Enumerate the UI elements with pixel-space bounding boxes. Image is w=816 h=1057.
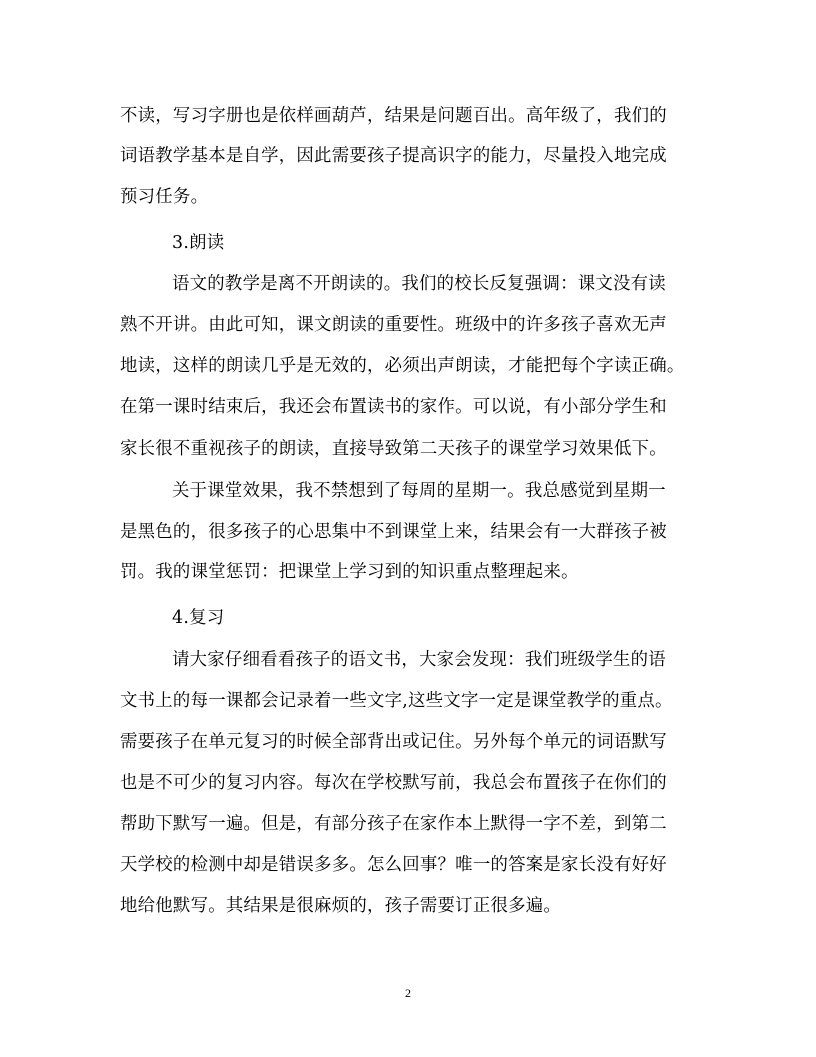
paragraph-start: 语文的教学是离不开朗读的。我们的校长反复强调：课文没有读 [172,274,666,294]
text-line: 在第一课时结束后，我还会布置读书的家作。可以说，有小部分学生和 [120,397,667,417]
text-line: 罚。我的课堂惩罚：把课堂上学习到的知识重点整理起来。 [120,562,579,582]
text-line: 文书上的每一课都会记录着一些文字,这些文字一定是课堂教学的重点。 [120,691,673,711]
text-line: 天学校的检测中却是错误多多。怎么回事？唯一的答案是家长没有好好 [120,855,667,875]
page-number: 2 [405,986,411,1000]
text-line: 需要孩子在单元复习的时候全部背出或记住。另外每个单元的词语默写 [120,732,667,752]
text-line: 是黑色的，很多孩子的心思集中不到课堂上来，结果会有一大群孩子被 [120,522,667,542]
section-heading-reading: 3.朗读 [172,233,225,253]
section-heading-review: 4.复习 [172,608,225,628]
text-line: 地给他默写。其结果是很麻烦的，孩子需要订正很多遍。 [120,896,562,916]
text-line: 地读，这样的朗读几乎是无效的，必须出声朗读，才能把每个字读正确。 [120,356,685,376]
text-line: 不读，写习字册也是依样画葫芦，结果是问题百出。高年级了，我们的 [120,106,667,126]
text-line: 家长很不重视孩子的朗读，直接导致第二天孩子的课堂学习效果低下。 [120,439,667,459]
text-line: 帮助下默写一遍。但是，有部分孩子在家作本上默得一字不差，到第二 [120,814,667,834]
text-line: 词语教学基本是自学，因此需要孩子提高识字的能力，尽量投入地完成 [120,146,667,166]
text-line: 熟不开讲。由此可知，课文朗读的重要性。班级中的许多孩子喜欢无声 [120,315,667,335]
text-line: 也是不可少的复习内容。每次在学校默写前，我总会布置孩子在你们的 [120,773,667,793]
paragraph-start: 关于课堂效果，我不禁想到了每周的星期一。我总感觉到星期一 [172,481,666,501]
paragraph-start: 请大家仔细看看孩子的语文书，大家会发现：我们班级学生的语 [172,650,666,670]
text-line: 预习任务。 [120,187,209,207]
